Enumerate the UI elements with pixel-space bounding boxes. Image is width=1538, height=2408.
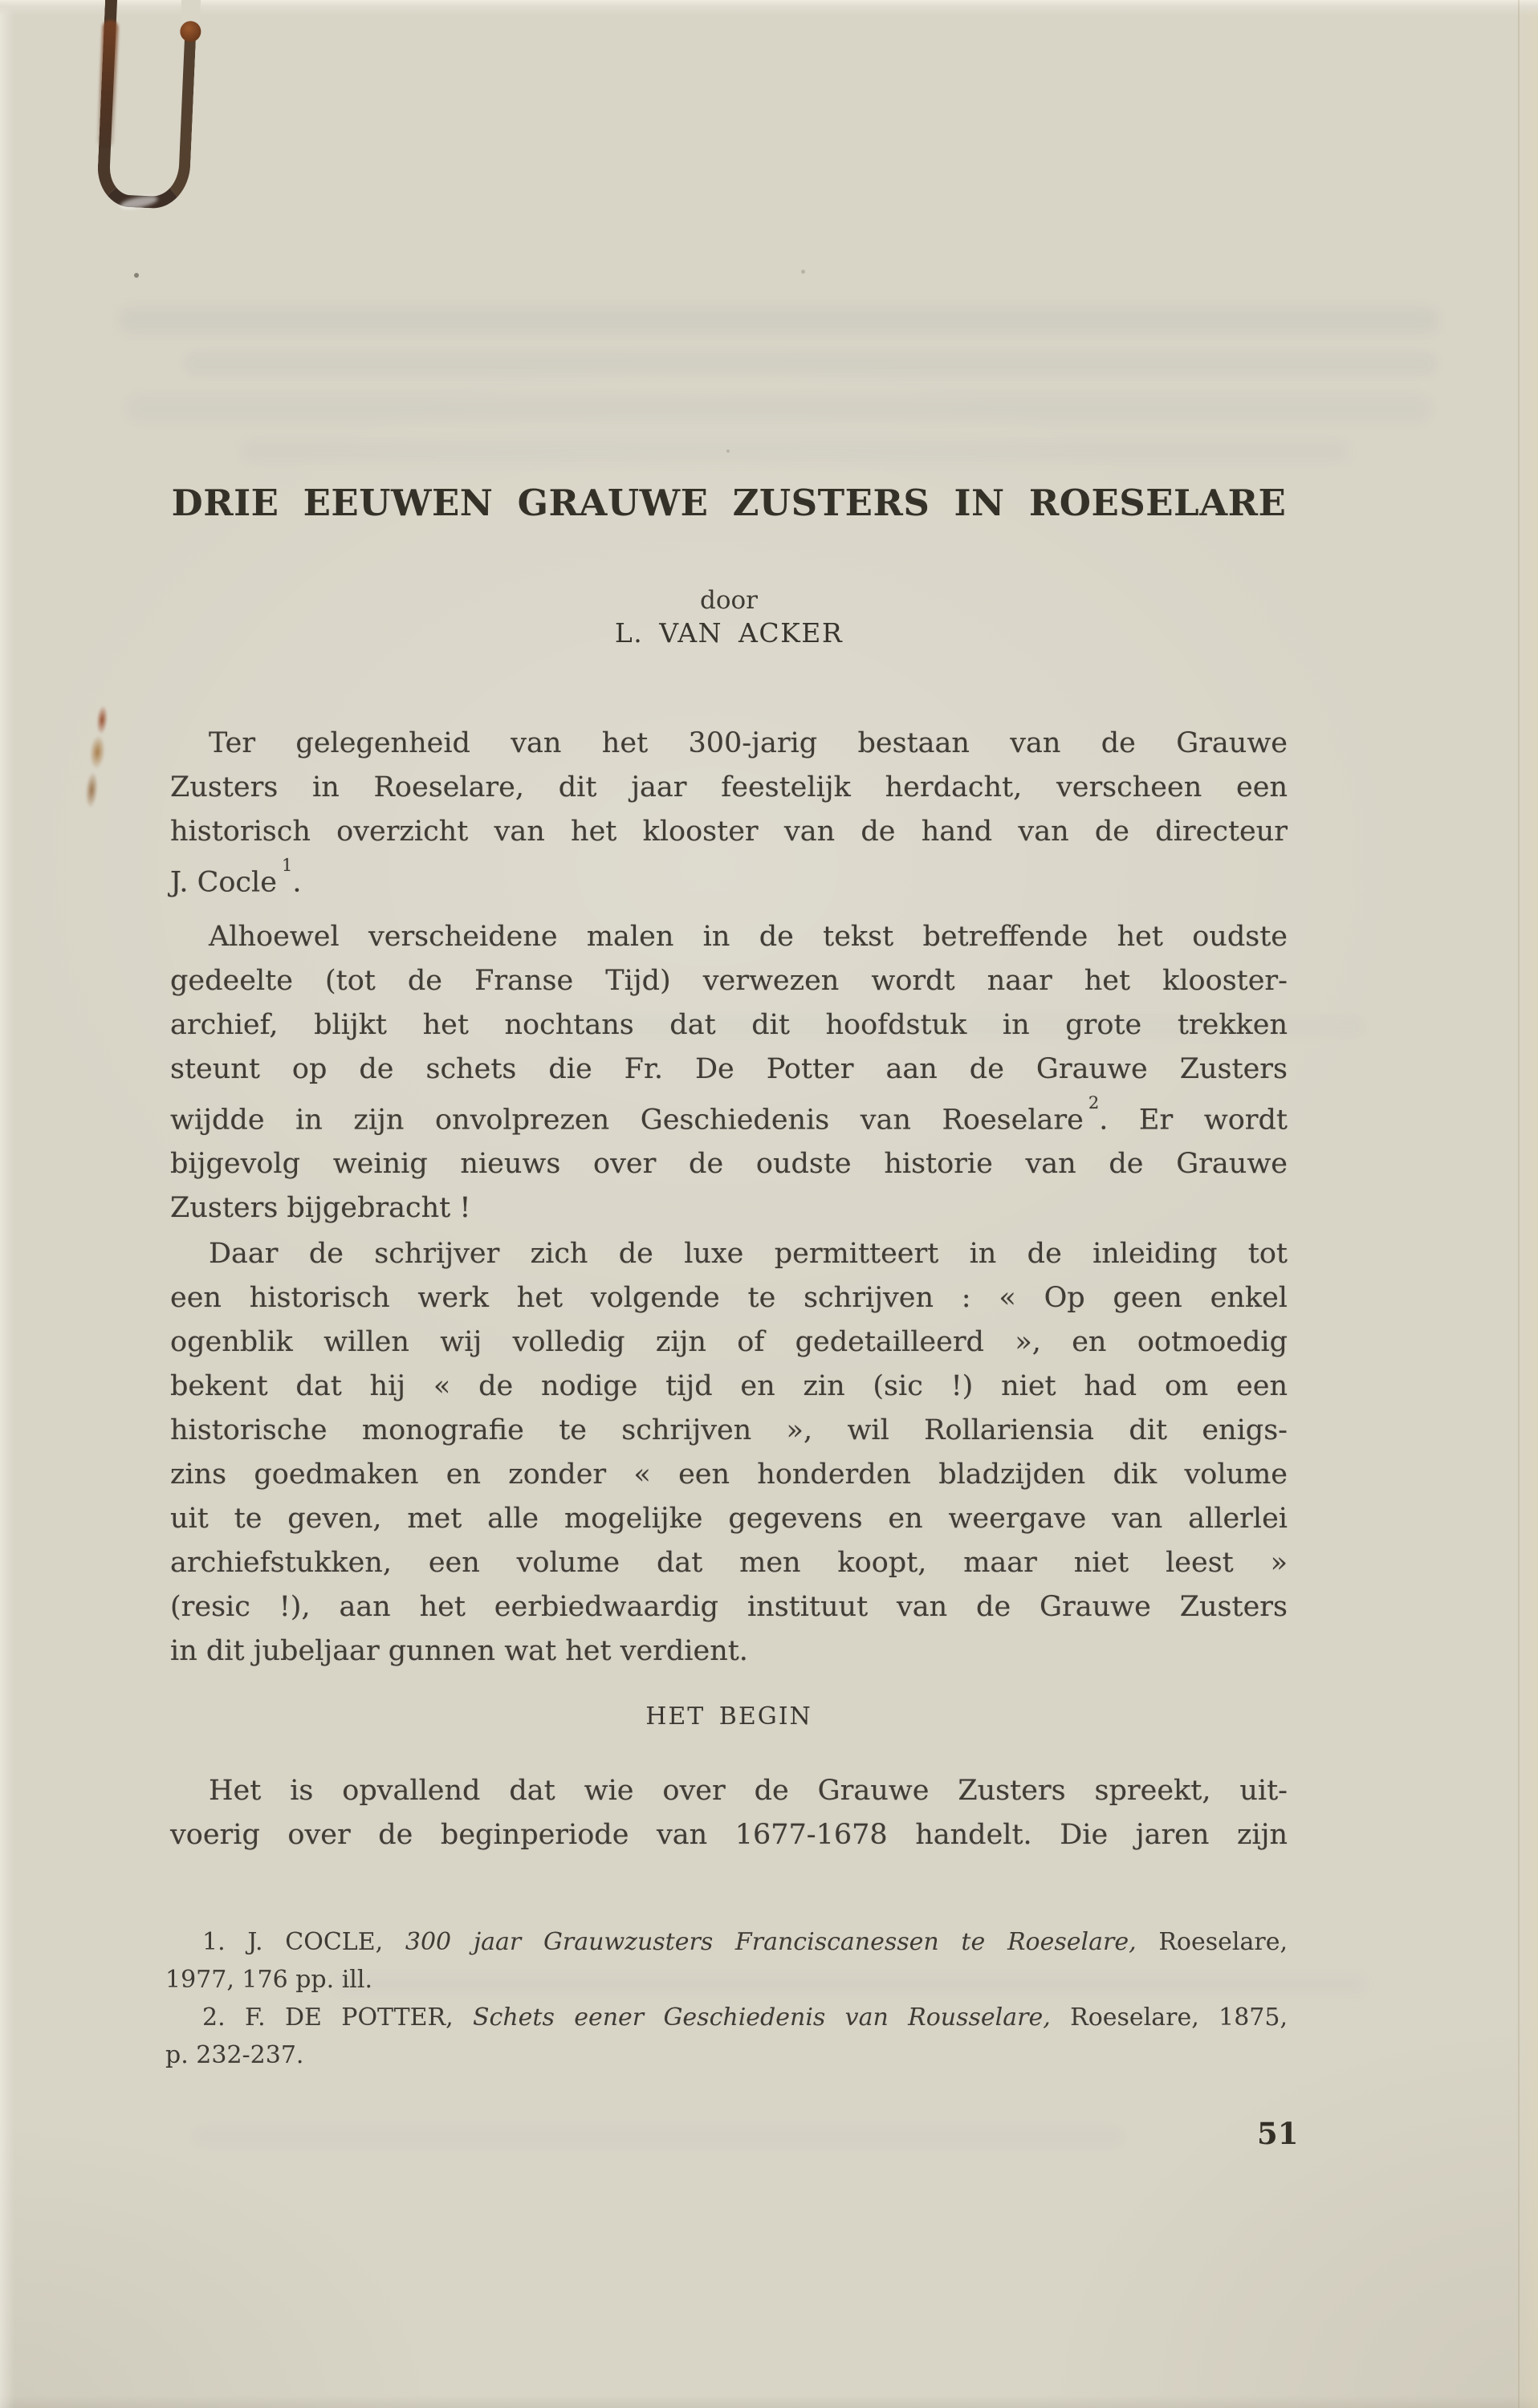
author-name: L. VAN ACKER [614, 617, 844, 649]
footnote-2-line-2: p. 232-237. [165, 2041, 304, 2069]
body-line: zins goedmaken en zonder « een honderden bladzijden dik volume [170, 1458, 1288, 1491]
body-line-text: . [292, 866, 302, 899]
body-line: voerig over de beginperiode van 1677-1678 handelt. Die jaren zijn [170, 1819, 1288, 1851]
body-line-text: J. Cocle [170, 866, 277, 899]
rust-stain [76, 701, 116, 816]
paper-speck [134, 273, 139, 278]
footnote-text: Roeselare, [1136, 1928, 1288, 1956]
footnote-1-line-2: 1977, 176 pp. ill. [165, 1966, 373, 1994]
body-line-text: wijdde in zijn onvolprezen Geschiedenis van Roeselare [170, 1104, 1084, 1137]
showthrough-band [193, 2129, 1124, 2145]
footnotes [165, 1923, 1288, 2074]
footnote-work-title: Schets eener Geschiedenis van Rousselare, [472, 2003, 1051, 2032]
byline-prefix: door [700, 586, 758, 615]
body-line: historische monografie te schrijven », wil Rollariensia dit enigs- [170, 1414, 1288, 1447]
paper-speck [726, 449, 730, 453]
body-line: ogenblik willen wij volledig zijn of gedetailleerd », en ootmoedig [170, 1326, 1288, 1359]
body-line: een historisch werk het volgende te schrijven : « Op geen enkel [170, 1282, 1288, 1315]
body-line-text: . Er wordt [1099, 1104, 1288, 1137]
page-number: 51 [1257, 2116, 1299, 2151]
paperclip-rusty-tip [180, 21, 201, 43]
body-line: Daar de schrijver zich de luxe permitteert in de inleiding tot [209, 1238, 1288, 1271]
paper-speck [801, 270, 805, 274]
body-line: (resic !), aan het eerbiedwaardig instituut van de Grauwe Zusters [170, 1591, 1288, 1624]
showthrough-band [241, 441, 1349, 461]
body-line: archief, blijkt het nochtans dat dit hoofdstuk in grote trekken [170, 1008, 1288, 1041]
paragraph-2 [170, 915, 1288, 1231]
body-line: bijgevolg weinig nieuws over de oudste historie van de Grauwe [170, 1148, 1288, 1181]
body-line: gedeelte (tot de Franse Tijd) verwezen wordt naar het klooster- [170, 964, 1288, 997]
footnote-ref-2: 2 [1088, 1092, 1100, 1112]
body-line: Het is opvallend dat wie over de Grauwe Zusters spreekt, uit- [209, 1775, 1288, 1807]
showthrough-band [120, 309, 1437, 332]
paragraph-3 [170, 1232, 1288, 1674]
body-line: uit te geven, met alle mogelijke gegevens en weergave van allerlei [170, 1503, 1288, 1536]
article-title: DRIE EEUWEN GRAUWE ZUSTERS IN ROESELARE [171, 482, 1287, 524]
footnote-1-line-1 [165, 1923, 1288, 1961]
body-line: archiefstukken, een volume dat men koopt, maar niet leest » [170, 1547, 1288, 1580]
body-line: historisch overzicht van het klooster van de hand van de directeur [170, 816, 1288, 848]
article-body [170, 722, 1288, 1674]
paragraph-4 [170, 1769, 1288, 1857]
body-line: Zusters in Roeselare, dit jaar feestelijk herdacht, verscheen een [170, 771, 1288, 803]
body-line: in dit jubeljaar gunnen wat het verdient. [170, 1635, 748, 1668]
body-line: bekent dat hij « de nodige tijd en zin (sic !) niet had om een [170, 1370, 1288, 1403]
showthrough-band [185, 353, 1437, 374]
paperclip [96, 0, 198, 209]
body-line: Alhoewel verscheidene malen in de tekst betreffende het oudste [209, 920, 1288, 953]
footnote-text: 2. F. DE POTTER, [202, 2003, 473, 2032]
body-line [170, 854, 1288, 905]
showthrough-band [128, 398, 1429, 419]
footnote-2-line-1 [165, 1999, 1288, 2036]
page-edge [1518, 0, 1520, 2408]
body-line [170, 1092, 1288, 1143]
section-heading: HET BEGIN [645, 1702, 812, 1731]
body-line: Ter gelegenheid van het 300-jarig bestaan van de Grauwe [209, 727, 1288, 759]
footnote-text: 1. J. COCLE, [202, 1928, 405, 1956]
body-line: Zusters bijgebracht ! [170, 1192, 471, 1225]
footnote-text: Roeselare, 1875, [1050, 2003, 1288, 2032]
body-line: steunt op de schets die Fr. De Potter aan de Grauwe Zusters [170, 1052, 1288, 1085]
paragraph-1 [170, 722, 1288, 905]
footnote-ref-1: 1 [281, 856, 293, 875]
footnote-work-title: 300 jaar Grauwzusters Franciscanessen te Roeselare, [405, 1928, 1137, 1956]
